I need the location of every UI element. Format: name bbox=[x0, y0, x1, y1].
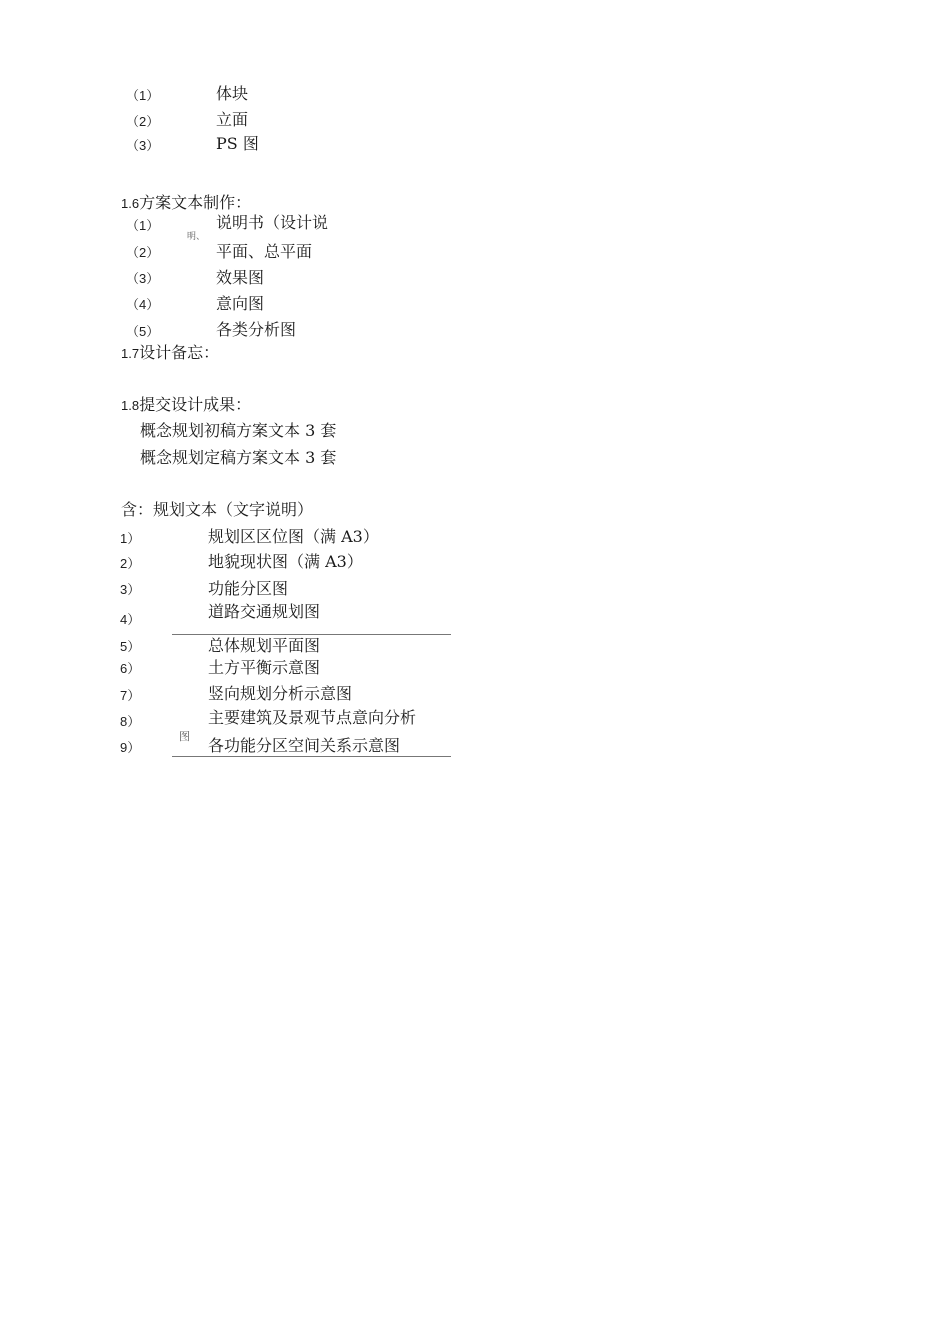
drawing-item-2: 地貌现状图（满 A3） bbox=[208, 552, 363, 571]
list-b-item-2: 平面、总平面 bbox=[216, 242, 313, 261]
drawing-item-5: 总体规划平面图 bbox=[208, 636, 321, 655]
list-a-item-2: 立面 bbox=[216, 110, 249, 129]
section-1-6-heading bbox=[121, 195, 251, 211]
section-1-8-heading bbox=[121, 397, 251, 413]
section-1-7-number: 1.7 bbox=[121, 346, 140, 361]
section-1-7-heading bbox=[121, 345, 219, 361]
list-b-number-4: （4） bbox=[126, 297, 160, 312]
list-b-item-1: 说明书（设计说 bbox=[216, 213, 329, 232]
drawing-item-9: 各功能分区空间关系示意图 bbox=[208, 736, 401, 755]
drawing-item-4: 道路交通规划图 bbox=[208, 602, 321, 621]
list-b-number-3: （3） bbox=[126, 271, 160, 286]
deliverable-2: 概念规划定稿方案文本 3 套 bbox=[140, 448, 337, 467]
list-b-item-3: 效果图 bbox=[216, 268, 265, 287]
drawing-item-1: 规划区区位图（满 A3） bbox=[208, 527, 379, 546]
deliverable-1: 概念规划初稿方案文本 3 套 bbox=[140, 421, 337, 440]
drawing-number-9: 9） bbox=[120, 740, 141, 755]
list-a-number-1: （1） bbox=[126, 88, 160, 103]
drawing-item-7: 竖向规划分析示意图 bbox=[208, 684, 353, 703]
drawing-number-7: 7） bbox=[120, 688, 141, 703]
drawings-overflow-mark: 图 bbox=[179, 730, 190, 743]
includes-line: 含：规划文本（文字说明） bbox=[121, 500, 314, 519]
section-1-6-number: 1.6 bbox=[121, 196, 140, 211]
drawing-number-4: 4） bbox=[120, 612, 141, 627]
section-1-8-number: 1.8 bbox=[121, 398, 140, 413]
list-a-item-3: PS 图 bbox=[216, 134, 259, 153]
drawing-item-6: 土方平衡示意图 bbox=[208, 658, 321, 677]
list-a-item-1: 体块 bbox=[216, 84, 249, 103]
drawing-number-3: 3） bbox=[120, 582, 141, 597]
drawing-number-2: 2） bbox=[120, 556, 141, 571]
section-1-8-title: 提交设计成果： bbox=[139, 395, 252, 414]
drawing-item-3: 功能分区图 bbox=[208, 579, 289, 598]
drawing-item-8: 主要建筑及景观节点意向分析 bbox=[208, 708, 417, 727]
list-b-item-5: 各类分析图 bbox=[216, 320, 297, 339]
drawing-number-8: 8） bbox=[120, 714, 141, 729]
section-1-6-title: 方案文本制作： bbox=[139, 193, 252, 212]
list-a-number-3: （3） bbox=[126, 138, 160, 153]
drawing-number-1: 1） bbox=[120, 531, 141, 546]
drawing-number-6: 6） bbox=[120, 661, 141, 676]
list-b-number-2: （2） bbox=[126, 245, 160, 260]
table-rule-2 bbox=[172, 756, 451, 757]
list-a-number-2: （2） bbox=[126, 114, 160, 129]
section-1-7-title: 设计备忘： bbox=[139, 343, 220, 362]
list-b-number-5: （5） bbox=[126, 324, 160, 339]
table-rule-1 bbox=[172, 634, 451, 635]
list-b-item-4: 意向图 bbox=[216, 294, 265, 313]
drawing-number-5: 5） bbox=[120, 639, 141, 654]
list-b-overflow-mark: 明、 bbox=[187, 232, 206, 242]
list-b-number-1: （1） bbox=[126, 218, 160, 233]
